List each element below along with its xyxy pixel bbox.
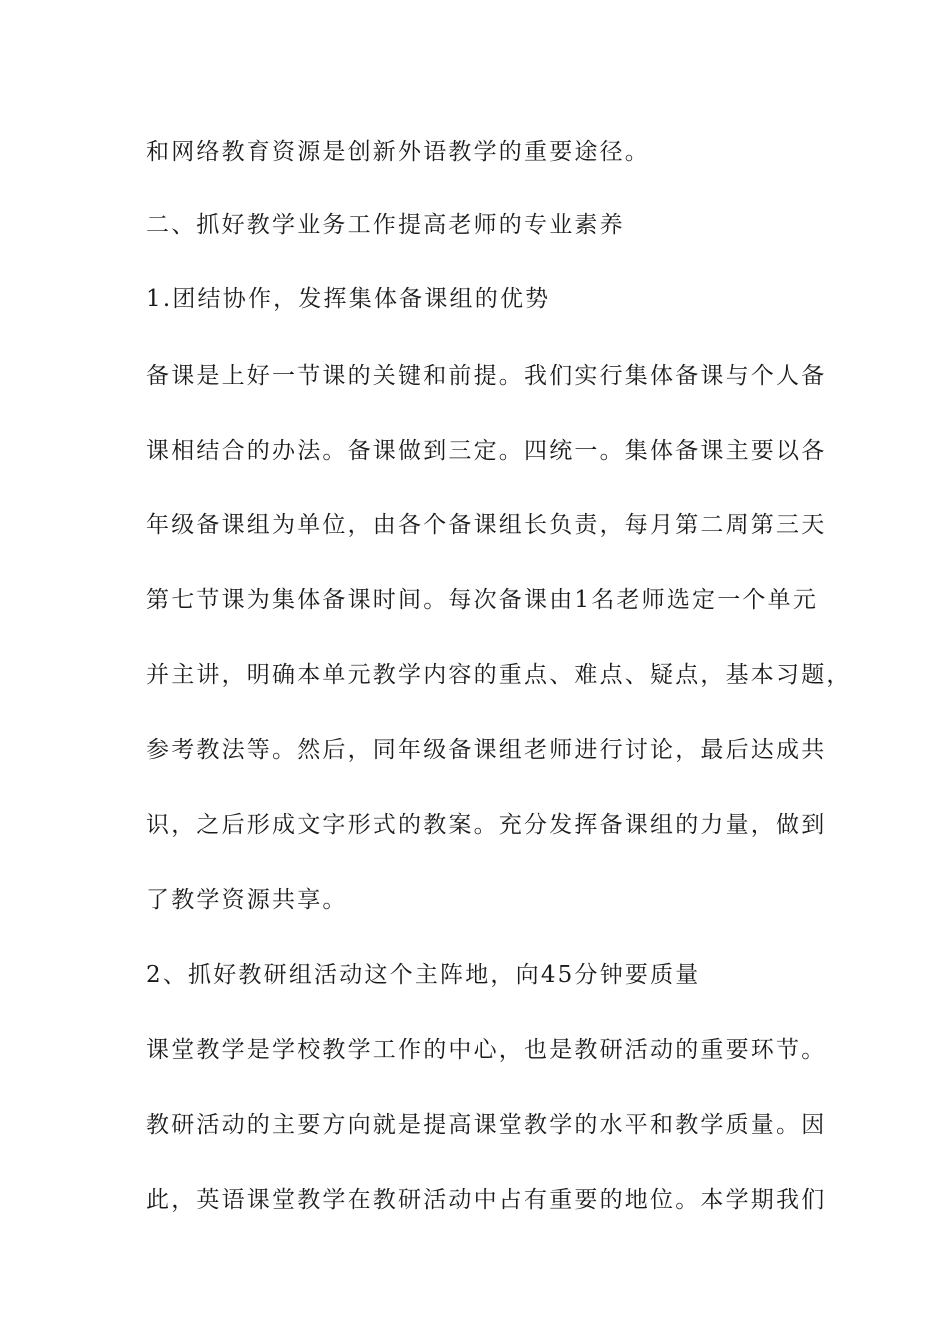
paragraph-line: 年级备课组为单位，由各个备课组长负责，每月第二周第三天: [146, 512, 827, 538]
paragraph-line: 此，英语课堂教学在教研活动中占有重要的地位。本学期我们: [146, 1187, 827, 1213]
paragraph-line: 备课是上好一节课的关键和前提。我们实行集体备课与个人备: [146, 363, 827, 389]
subsection-heading: 1.团结协作，发挥集体备课组的优势: [146, 286, 551, 312]
subsection-heading: 2、抓好教研组活动这个主阵地，向45分钟要质量: [146, 962, 701, 988]
paragraph-line: 课相结合的办法。备课做到三定。四统一。集体备课主要以各: [146, 438, 827, 464]
paragraph-line: 第七节课为集体备课时间。每次备课由1名老师选定一个单元: [146, 587, 819, 613]
paragraph-line: 参考教法等。然后，同年级备课组老师进行讨论，最后达成共: [146, 737, 827, 763]
paragraph-line: 了教学资源共享。: [146, 887, 348, 913]
paragraph-line: 教研活动的主要方向就是提高课堂教学的水平和教学质量。因: [146, 1112, 827, 1138]
paragraph-line: 识，之后形成文字形式的教案。充分发挥备课组的力量，做到: [146, 812, 827, 838]
paragraph-line: 课堂教学是学校教学工作的中心，也是教研活动的重要环节。: [146, 1037, 827, 1063]
paragraph-line: 并主讲，明确本单元教学内容的重点、难点、疑点，基本习题，: [146, 662, 852, 688]
paragraph-line: 和网络教育资源是创新外语教学的重要途径。: [146, 139, 650, 165]
section-heading: 二、抓好教学业务工作提高老师的专业素养: [146, 212, 625, 238]
